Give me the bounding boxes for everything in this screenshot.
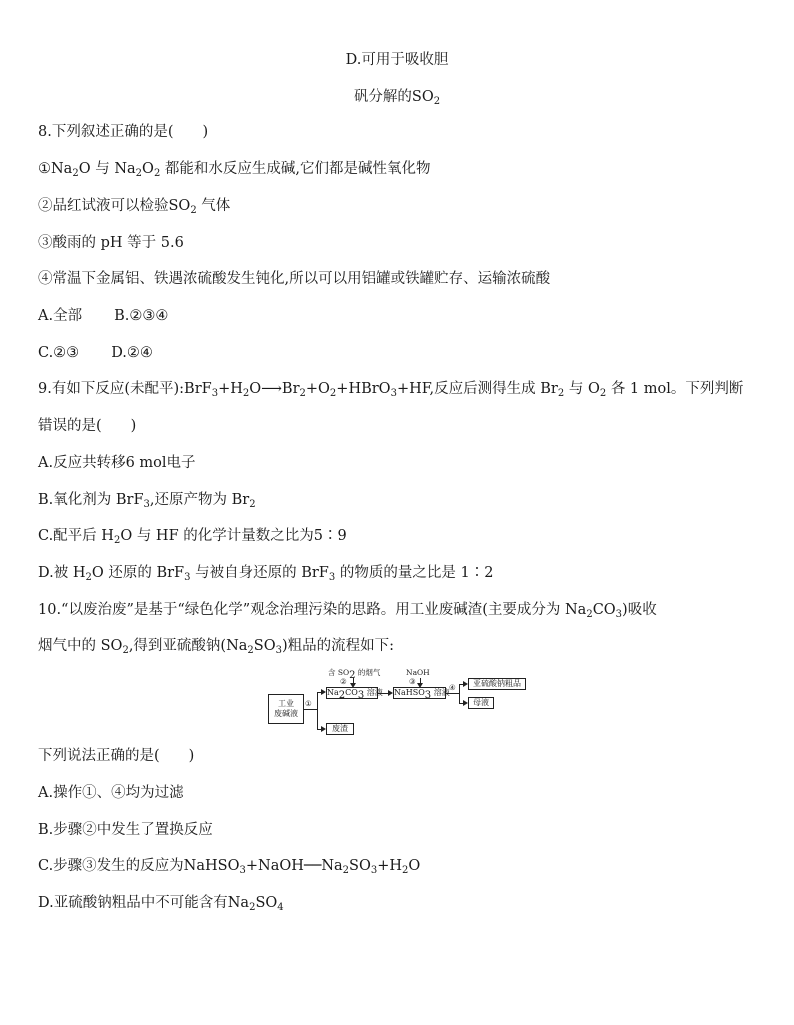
flow-box-na2co3: $Na_2CO_3$ 溶液: [327, 688, 383, 701]
process-flow-diagram: [268, 668, 530, 734]
prev-option-d-line1: D.可用于吸收胆: [345, 52, 449, 68]
flow-line-1: [304, 709, 317, 710]
flow-box-mother-liquor: 母液: [468, 697, 494, 709]
flow-reagent-so2: 含 $SO_2$ 的烟气: [328, 668, 381, 681]
flow-reagent-naoh: NaOH: [406, 668, 430, 677]
q8-options-cd: [38, 343, 153, 363]
prev-option-d-line2: 矾分解的$SO_2$: [353, 89, 441, 107]
flow-box-waste-alkali: 工业 废碱液: [268, 694, 304, 724]
flow-step2-label: ②: [340, 677, 347, 686]
q8-option-a: A.全部: [38, 308, 83, 324]
flow-box-crude-sulfite: 亚硫酸钠粗品: [468, 678, 526, 690]
q8-item1: $①Na_2O$ 与 $Na_2O_2$ 都能和水反应生成碱,它们都是碱性氧化物: [38, 161, 431, 179]
q9-option-b: B.氧化剂为 BrF$_3$,还原产物为 $Br_2$: [38, 492, 256, 510]
flow-box-nahso3: NaHSO$_3$ 溶液: [394, 688, 450, 701]
q10-option-c: C.步骤③发生的反应为$NaHSO_3+NaOH──Na_2SO_3+H_2O$: [38, 858, 421, 876]
q9-option-c: C.配平后 $H_2O$ 与 HF 的化学计量数之比为5∶9: [38, 528, 347, 546]
flow-branch-1: [317, 692, 318, 729]
q8-option-b: B.②③④: [114, 308, 169, 324]
q8-item2: ②品红试液可以检验$SO_2$ 气体: [38, 198, 231, 216]
q10-option-d: D.亚硫酸钠粗品中不可能含有$Na_2SO_4$: [38, 895, 284, 913]
q8-options-ab: [38, 306, 168, 326]
flow-step3-label: ③: [409, 677, 416, 686]
q9-stem-line1: 9.有如下反应(未配平)$:BrF_3+H_2O⟶Br_2+O_2+HBrO_3+HF$,反应后测得生成 $Br_2$ 与 $O_2$ 各 1 mol。下列判断: [38, 381, 744, 399]
q10-option-b: B.步骤②中发生了置换反应: [38, 822, 213, 838]
flow-step1-label: ①: [305, 699, 312, 708]
flow-step4-label: ④: [449, 683, 456, 692]
q8-item4: ④常温下金属铝、铁遇浓硫酸发生钝化,所以可以用铝罐或铁罐贮存、运输浓硫酸: [38, 271, 551, 287]
flow-box-waste-residue: 废渣: [326, 723, 354, 735]
q8-option-d: D.②④: [111, 345, 153, 361]
q8-item3: ③酸雨的 pH 等于 5.6: [38, 235, 184, 251]
q9-stem-line2: 错误的是( ): [38, 418, 137, 434]
q10-stem-line2: 烟气中的 $SO_2$,得到亚硫酸钠$(Na_2SO_3)$粗品的流程如下:: [38, 638, 395, 656]
q9-option-a: A.反应共转移6 mol电子: [38, 455, 196, 471]
flow-branch-4: [459, 684, 460, 703]
q10-option-a: A.操作①、④均为过滤: [38, 785, 184, 801]
q8-option-c: C.②③: [38, 345, 80, 361]
q9-option-d: D.被 $H_2O$ 还原的 BrF$_3$ 与被自身还原的 BrF$_3$ 的物质的量之比是 1∶2: [38, 565, 494, 583]
q10-stem-line1: 10.“以废治废”是基于“绿色化学”观念治理污染的思路。用工业废碱渣(主要成分为 $Na_2CO_3$)吸收: [38, 602, 657, 620]
q10-ask: 下列说法正确的是( ): [38, 748, 195, 764]
q8-stem: 8.下列叙述正确的是( ): [38, 124, 209, 140]
